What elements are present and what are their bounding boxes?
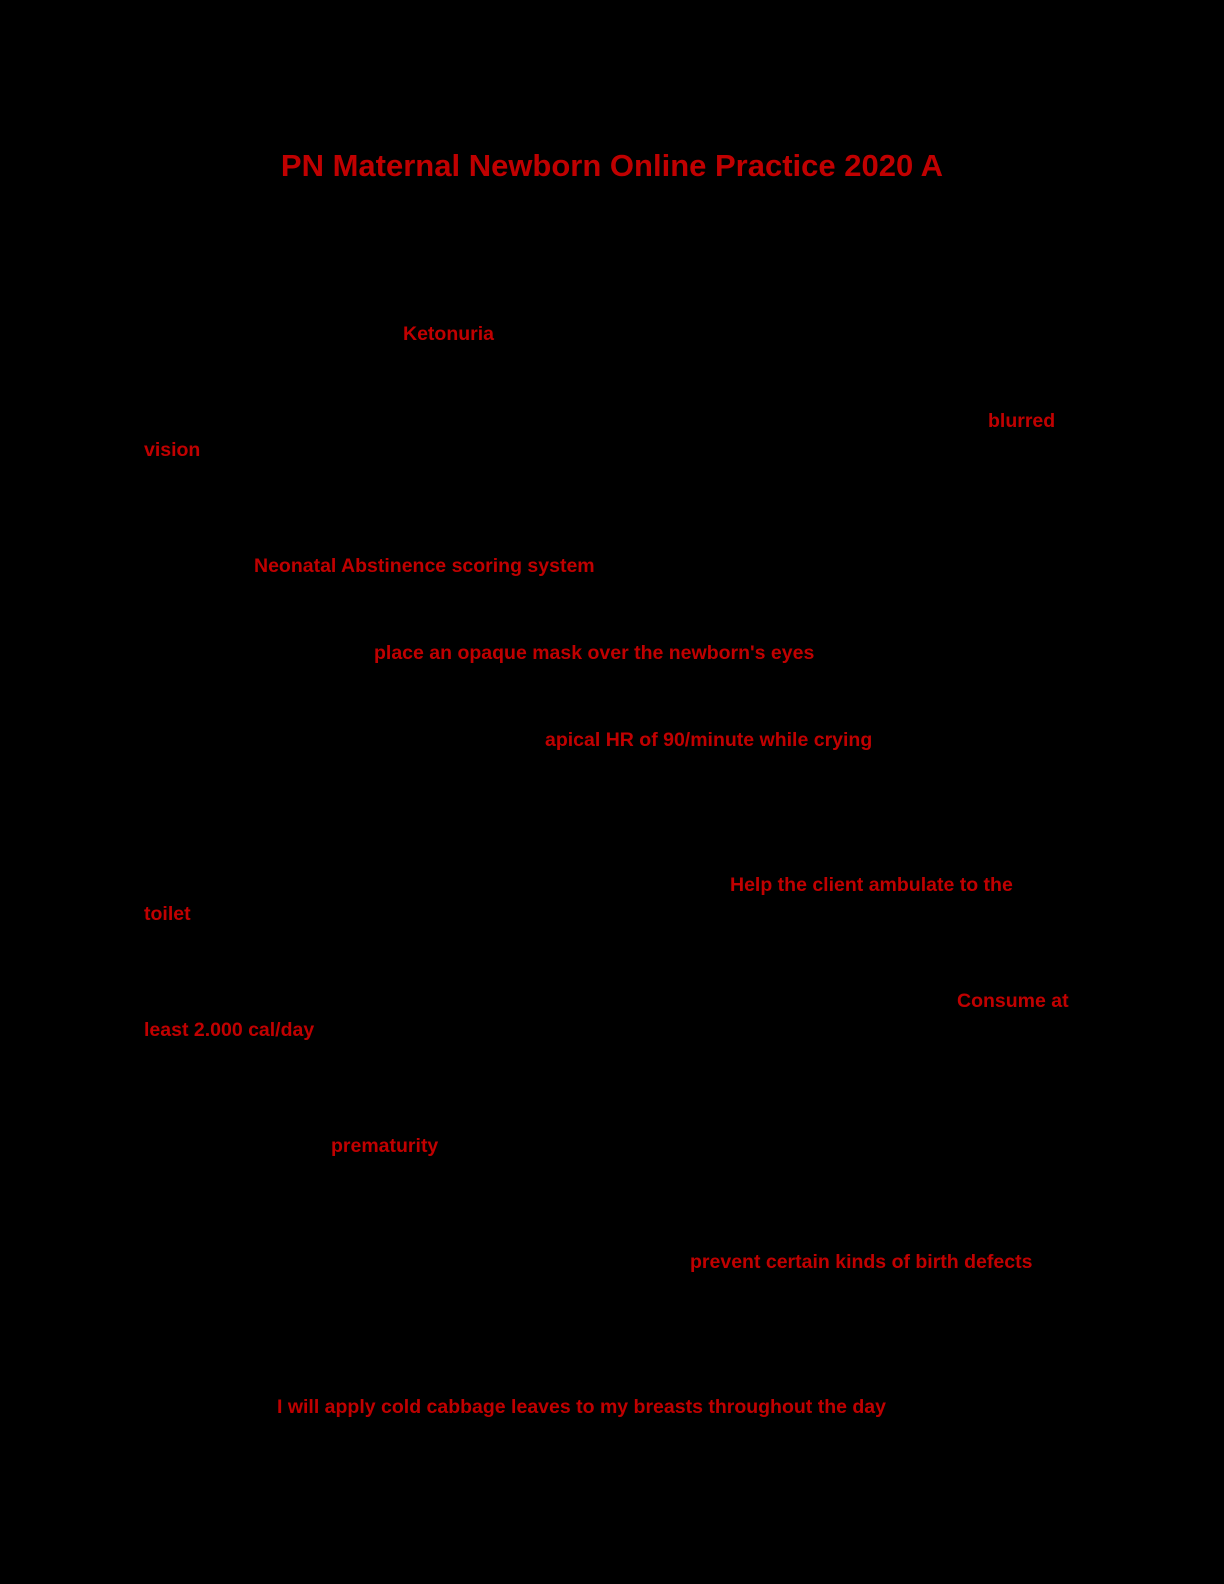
answer-ketonuria: Ketonuria [403, 323, 495, 345]
answer-neonatal-abstinence: Neonatal Abstinence scoring system [254, 555, 595, 577]
answer-ambulate-line1: Help the client ambulate to the [730, 874, 1013, 896]
answer-birth-defects: prevent certain kinds of birth defects [690, 1251, 1033, 1273]
answer-ambulate-line2: toilet [144, 903, 191, 925]
answer-blurred-vision-line2: vision [144, 439, 201, 461]
answer-opaque-mask: place an opaque mask over the newborn's eyes [374, 642, 815, 664]
answer-calories-line1: Consume at [957, 990, 1069, 1012]
answer-apical-hr: apical HR of 90/minute while crying [545, 729, 873, 751]
answer-calories-line2: least 2.000 cal/day [144, 1019, 315, 1041]
answer-prematurity: prematurity [331, 1135, 439, 1157]
answer-cabbage-leaves: I will apply cold cabbage leaves to my breasts throughout the day [277, 1396, 886, 1418]
document-title: PN Maternal Newborn Online Practice 2020 A [280, 148, 944, 183]
answer-blurred-vision-line1: blurred [988, 410, 1056, 432]
